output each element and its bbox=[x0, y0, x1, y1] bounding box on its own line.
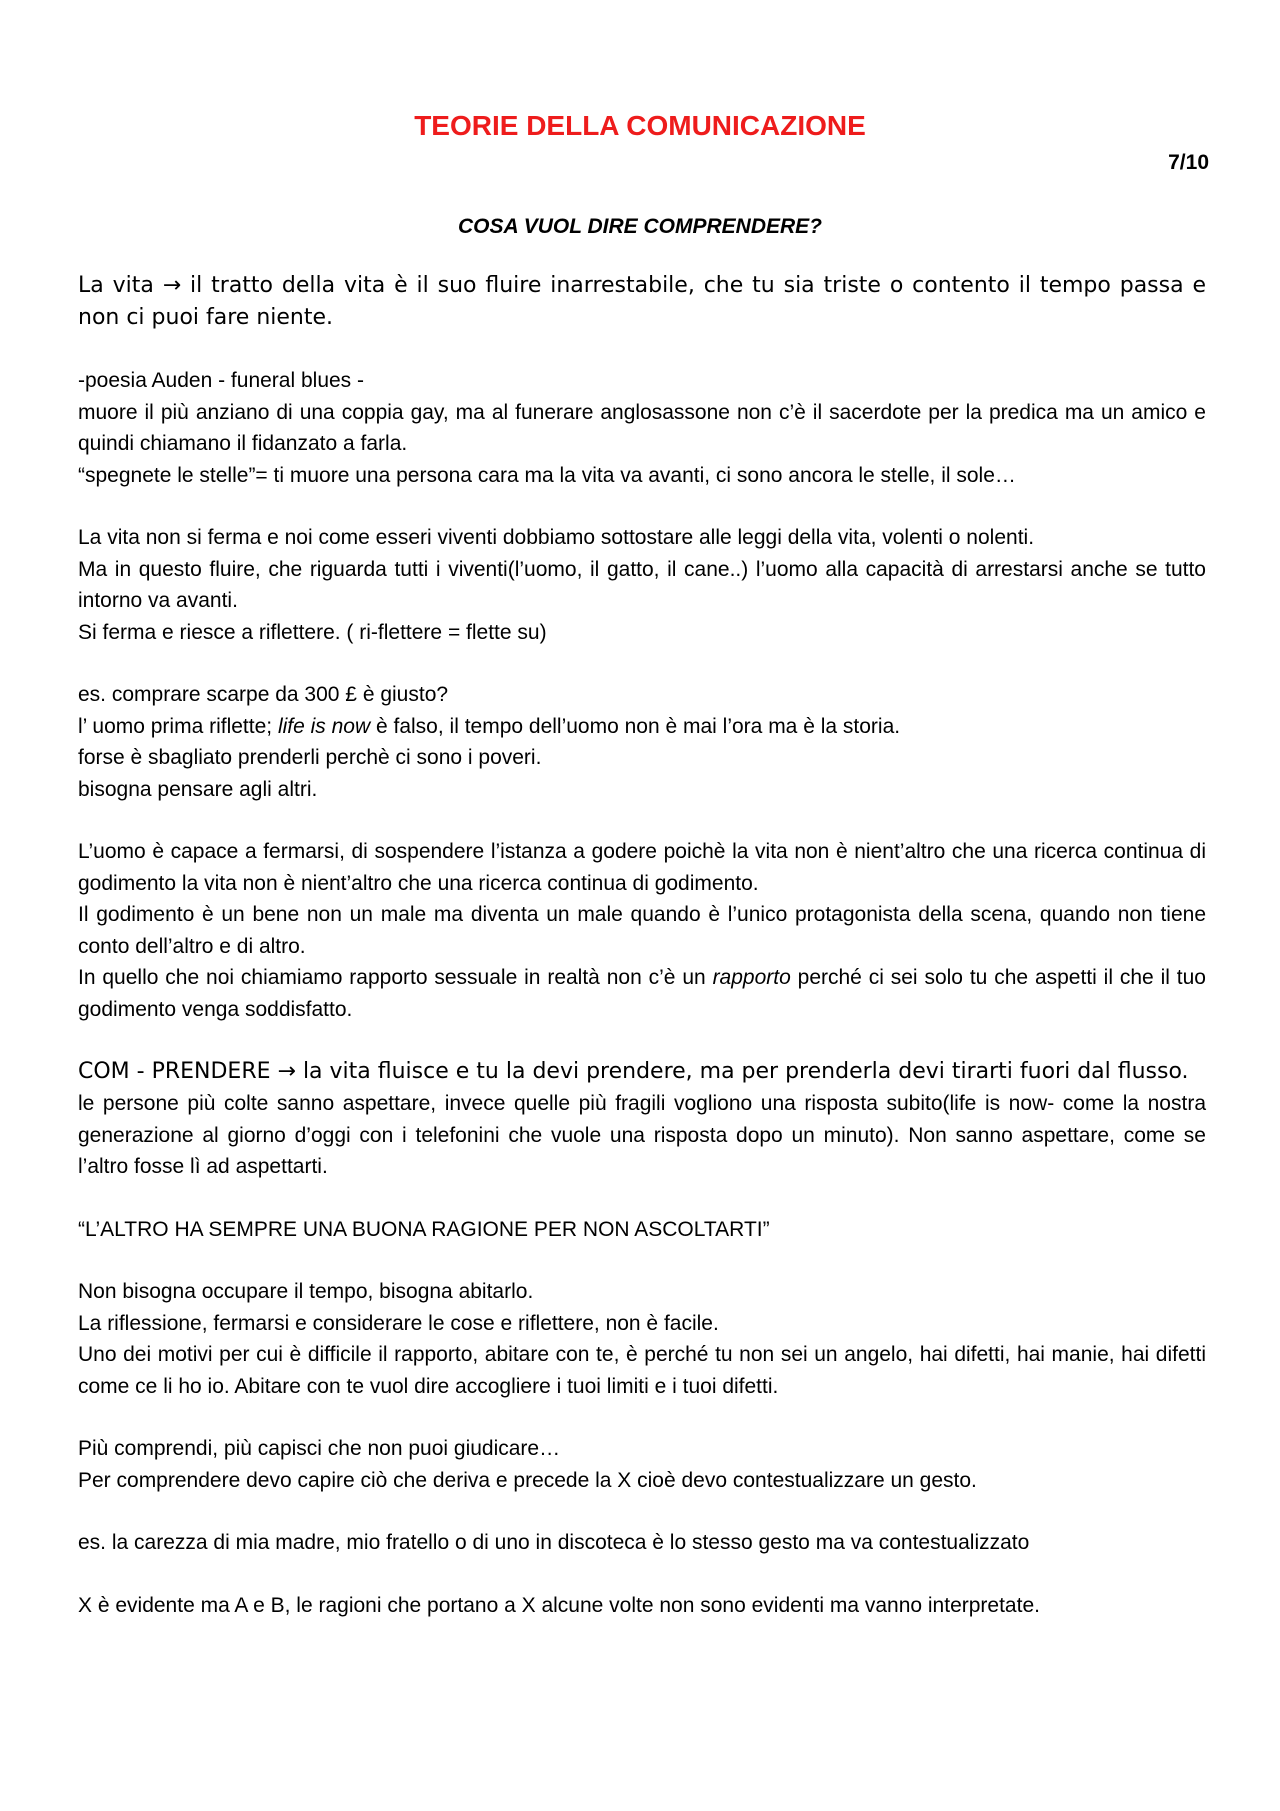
paragraph-line: Uno dei motivi per cui è difficile il rapporto, abitare con te, è perché tu non sei un angelo, hai difetti, hai manie, hai difetti come ce li ho io. Abitare con te vuol dire accogliere i tuoi limiti e i tuoi difetti. bbox=[78, 1343, 1206, 1398]
auden-line: “spegnete le stelle”= ti muore una persona cara ma la vita va avanti, ci sono ancora le stelle, il sole… bbox=[78, 463, 1016, 487]
paragraph-comprendere: COM - PRENDERE → la vita fluisce e tu la devi prendere, ma per prenderla devi tirarti fuori dal flusso. bbox=[78, 1059, 1189, 1084]
paragraph-line: Ma in questo fluire, che riguarda tutti i viventi(l’uomo, il gatto, il cane..) l’uomo alla capacità di arrestarsi anche se tutto intorno va avanti. bbox=[78, 557, 1206, 612]
paragraph-line: L’uomo è capace a fermarsi, di sospendere l’istanza a godere poichè la vita non è nient’altro che una ricerca continua di godimento la vita non è nient’altro che una ricerca continua di godimento. bbox=[78, 840, 1206, 895]
page-title: TEORIE DELLA COMUNICAZIONE bbox=[414, 110, 866, 141]
paragraph-line: Più comprendi, più capisci che non puoi giudicare… bbox=[78, 1437, 561, 1460]
example-line: l’ uomo prima riflette; life is now è falso, il tempo dell’uomo non è mai l’ora ma è la storia. bbox=[78, 714, 901, 738]
paragraph-line: X è evidente ma A e B, le ragioni che portano a X alcune volte non sono evidenti ma vanno interpretate. bbox=[78, 1593, 1040, 1617]
paragraph-line: Per comprendere devo capire ciò che deriva e precede la X cioè devo contestualizzare un gesto. bbox=[78, 1468, 977, 1492]
paragraph-line: La vita non si ferma e noi come esseri viventi dobbiamo sottostare alle leggi della vita, volenti o nolenti. bbox=[78, 526, 1035, 549]
document-body bbox=[78, 270, 1206, 1621]
paragraph-line: La riflessione, fermarsi e considerare le cose e riflettere, non è facile. bbox=[78, 1311, 719, 1335]
example-line: forse è sbagliato prenderli perchè ci sono i poveri. bbox=[78, 746, 542, 769]
paragraph-line: In quello che noi chiamiamo rapporto sessuale in realtà non c’è un rapporto perché ci sei solo tu che aspetti il che il tuo godimento venga soddisfatto. bbox=[78, 966, 1206, 1021]
date-label: 7/10 bbox=[1168, 151, 1209, 174]
example-line: bisogna pensare agli altri. bbox=[78, 777, 318, 801]
emphasis-text: rapporto bbox=[712, 966, 791, 989]
page-subtitle: COSA VUOL DIRE COMPRENDERE? bbox=[457, 215, 823, 238]
paragraph-line: es. la carezza di mia madre, mio fratello o di uno in discoteca è lo stesso gesto ma va contestualizzato bbox=[78, 1531, 1030, 1554]
emphasis-text: life is now bbox=[277, 714, 371, 738]
paragraph-life: La vita → il tratto della vita è il suo fluire inarrestabile, che tu sia triste o contento il tempo passa e non ci puoi fare niente. bbox=[78, 273, 1206, 330]
auden-line: muore il più anziano di una coppia gay, ma al funerare anglosassone non c’è il sacerdote per la predica ma un amico e quindi chiamano il fidanzato a farla. bbox=[78, 400, 1206, 455]
quote-line: “L’ALTRO HA SEMPRE UNA BUONA RAGIONE PER NON ASCOLTARTI” bbox=[78, 1217, 770, 1241]
paragraph-line: Non bisogna occupare il tempo, bisogna abitarlo. bbox=[78, 1280, 534, 1303]
paragraph-line: Si ferma e riesce a riflettere. ( ri-flettere = flette su) bbox=[78, 620, 547, 644]
paragraph-line: Il godimento è un bene non un male ma diventa un male quando è l’unico protagonista della scena, quando non tiene conto dell’altro e di altro. bbox=[78, 903, 1206, 958]
auden-heading: -poesia Auden - funeral blues - bbox=[78, 369, 365, 392]
example-line: es. comprare scarpe da 300 £ è giusto? bbox=[78, 683, 449, 706]
paragraph-line: le persone più colte sanno aspettare, invece quelle più fragili vogliono una risposta subito(life is now- come la nostra generazione al giorno d’oggi con i telefonini che vuole una risposta dopo un minuto). Non sanno aspettare, come se l’altro fosse lì ad aspettarti. bbox=[78, 1092, 1206, 1178]
